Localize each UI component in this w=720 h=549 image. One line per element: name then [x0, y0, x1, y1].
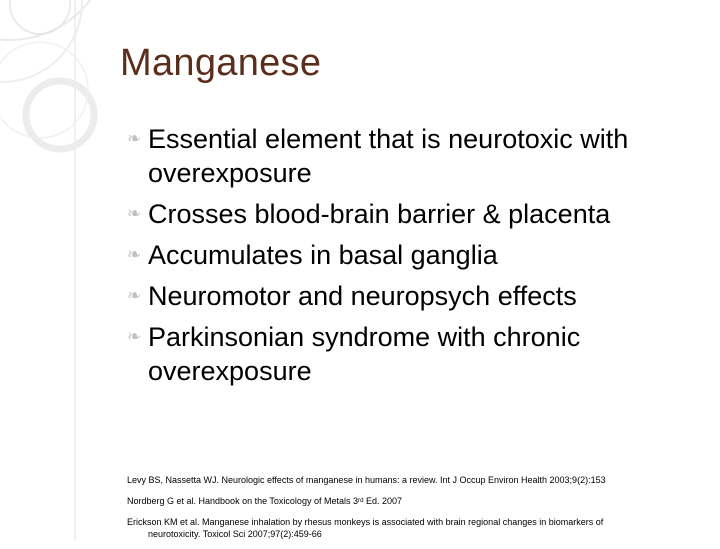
bullet-list [126, 122, 686, 395]
reference-continuation: neurotoxicity. Toxicol Sci 2007;97(2):459-66 [148, 529, 322, 539]
fleuron-bullet-icon: ❧ [127, 245, 142, 264]
reference-item [127, 495, 697, 507]
fleuron-bullet-icon: ❧ [127, 204, 142, 223]
slide-title: Manganese [120, 42, 322, 84]
fleuron-bullet-icon: ❧ [127, 286, 142, 305]
bullet-text: Crosses blood-brain barrier & placenta [148, 199, 611, 229]
reference-text: Nordberg G et al. Handbook on the Toxicology of Metals 3ʳᵈ Ed. 2007 [127, 496, 403, 506]
bullet-text: Accumulates in basal ganglia [148, 240, 498, 270]
references [127, 474, 697, 549]
bullet-item [126, 320, 686, 388]
bullet-item [126, 122, 686, 190]
bullet-text: Neuromotor and neuropsych effects [148, 281, 577, 311]
reference-item [127, 516, 697, 540]
reference-text: Levy BS, Nassetta WJ. Neurologic effects of manganese in humans: a review. Int J Occup Environ Health 2003;9(2):153 [127, 475, 606, 485]
decor-circle-top [0, 0, 82, 82]
decor-circle-large [0, 0, 110, 40]
bullet-item [126, 279, 686, 313]
bullet-item [126, 197, 686, 231]
decor-ring-thick [26, 81, 94, 149]
fleuron-bullet-icon: ❧ [127, 129, 142, 148]
bullet-item [126, 238, 686, 272]
reference-text: Erickson KM et al. Manganese inhalation by rhesus monkeys is associated with brain regional changes in biomarkers of [127, 517, 604, 527]
bullet-text: Essential element that is neurotoxic with overexposure [148, 124, 629, 188]
bullet-text: Parkinsonian syndrome with chronic overexposure [148, 322, 581, 386]
decor-circle-small [10, 0, 70, 34]
reference-item [127, 474, 697, 486]
fleuron-bullet-icon: ❧ [127, 327, 142, 346]
